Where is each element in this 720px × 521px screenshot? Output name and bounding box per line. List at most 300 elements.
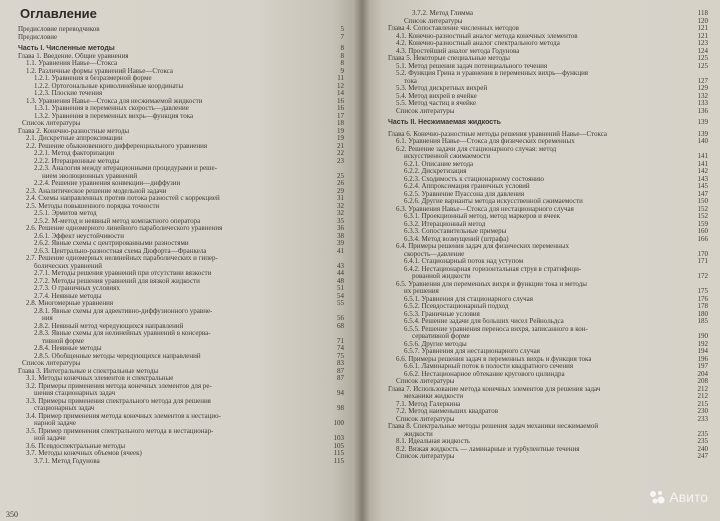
toc-entry: [18, 300, 344, 308]
toc-entry-page: 115: [333, 456, 344, 465]
toc-entry: [18, 353, 344, 361]
toc-entry-title: 7.2. Метод наименьших квадратов: [396, 408, 499, 415]
toc-entry-title: 2.8.4. Неявные методы: [34, 345, 102, 352]
toc-entry: [18, 128, 344, 136]
toc-entry-page: 132: [697, 91, 708, 100]
avito-logo-icon: [649, 489, 665, 505]
toc-entry-page: 139: [697, 129, 708, 138]
book-gutter: [354, 0, 370, 521]
toc-entry-title: 6.5.5. Решение уравнения переноса вихря, записанного в кон-: [404, 325, 588, 333]
toc-entry-title: 2.6.3. Центрально-разностная схема Дюфорта—Франкела: [34, 247, 207, 255]
toc-entry-page: 16: [337, 104, 344, 112]
toc-entry-title: 6.5.6. Другие методы: [404, 340, 467, 348]
toc-entry: [18, 315, 344, 323]
toc-entry: [388, 70, 708, 78]
toc-entry-page: 14: [337, 89, 344, 97]
toc-entry: [388, 333, 708, 341]
toc-entry: [18, 195, 344, 203]
toc-entry-page: 197: [697, 362, 708, 370]
toc-entry: [18, 75, 344, 83]
toc-entry-page: 175: [697, 287, 708, 295]
toc-entry-page: 23: [337, 156, 344, 165]
toc-entry-page: 44: [337, 269, 344, 277]
toc-entry-page: 190: [697, 332, 708, 340]
toc-entry: [388, 221, 708, 229]
toc-entry-title: Часть I. Численные методы: [18, 45, 115, 52]
toc-entry: [388, 55, 708, 63]
toc-entry-page: 54: [337, 291, 344, 300]
toc-entry: [388, 341, 708, 349]
toc-entry-title: 4.3. Простейший аналог метода Годунова: [396, 47, 520, 55]
toc-entry: [388, 206, 708, 214]
toc-entry: [18, 428, 344, 436]
toc-entry-title: 2.2.4. Решение уравнения конвекции—диффузии: [34, 180, 181, 187]
toc-entry-title: их решения: [404, 288, 439, 295]
toc-entry-page: 159: [697, 219, 708, 228]
toc-entry-page: 71: [337, 336, 344, 345]
toc-entry: [388, 183, 708, 191]
toc-entry-title: 2.5. Методы повышенного порядка точности: [26, 202, 160, 210]
toc-entry: [18, 26, 344, 34]
toc-left: [18, 26, 344, 465]
toc-entry-title: 6.2.4. Аппроксимация граничных условий: [404, 183, 530, 190]
toc-entry-page: 247: [697, 452, 708, 460]
toc-entry-title: жидкости: [404, 430, 433, 438]
toc-entry-page: 26: [337, 179, 344, 187]
toc-entry-title: тивной форме: [42, 337, 84, 345]
toc-entry-page: 124: [697, 46, 708, 55]
toc-entry-page: 41: [337, 246, 344, 255]
toc-entry-title: 6.5.3. Граничные условия: [404, 310, 480, 318]
toc-entry: [388, 348, 708, 356]
page-title: Оглавление: [20, 6, 97, 21]
toc-entry-page: 12: [337, 81, 344, 90]
toc-entry-page: 127: [697, 76, 708, 85]
toc-entry-page: 68: [337, 321, 344, 330]
toc-entry-page: 8: [340, 51, 344, 60]
toc-entry-page: 121: [697, 31, 708, 40]
toc-entry-page: 152: [697, 204, 708, 213]
toc-entry: [18, 308, 344, 316]
toc-entry-page: 125: [697, 54, 708, 62]
toc-entry-title: стационарных задач: [34, 405, 95, 412]
toc-entry: [388, 48, 708, 56]
toc-entry-page: 145: [697, 182, 708, 190]
toc-entry-page: 123: [697, 39, 708, 47]
toc-entry-title: 6.4.2. Нестационарная горизонтальная струя в стратифици-: [404, 265, 582, 273]
toc-entry: [388, 85, 708, 93]
toc-entry-title: Глава 4. Сопоставление численных методов: [388, 25, 519, 32]
toc-entry: [388, 431, 708, 439]
toc-entry-title: 6.6.2. Нестационарное обтекание кругового цилиндра: [404, 370, 565, 378]
toc-entry-page: 38: [337, 231, 344, 240]
toc-entry-title: Глава 3. Интегральные и спектральные методы: [18, 367, 159, 375]
toc-entry-title: 2.8.3. Явные схемы для нелинейных уравнений в консерва-: [34, 330, 211, 337]
toc-entry-title: 2.2.2. Итерационные методы: [34, 157, 120, 165]
toc-entry-title: скорость—давление: [404, 250, 465, 258]
toc-entry-title: 6.3.3. Сопоставительные примеры: [404, 228, 507, 235]
toc-entry-title: Список литературы: [396, 453, 455, 460]
toc-entry-title: ной задаче: [34, 435, 66, 442]
toc-entry-page: 178: [697, 302, 708, 310]
toc-entry-title: Список литературы: [396, 107, 455, 115]
toc-entry: [388, 251, 708, 259]
toc-entry-title: 6.6. Примеры решения задач в переменных вихрь и функция тока: [396, 355, 592, 363]
toc-entry: [18, 105, 344, 113]
toc-entry: [18, 383, 344, 391]
right-page: [362, 0, 720, 521]
toc-entry: [388, 63, 708, 71]
toc-entry: [18, 345, 344, 353]
toc-entry: [18, 443, 344, 451]
toc-entry: [388, 258, 708, 266]
toc-entry: [18, 34, 344, 42]
toc-entry: [18, 398, 344, 406]
toc-entry-page: 215: [697, 399, 708, 408]
toc-entry-title: 6.4.1. Стационарный поток над уступом: [404, 258, 524, 265]
toc-entry-page: 120: [697, 16, 708, 25]
toc-entry-page: 35: [337, 216, 344, 225]
toc-entry-title: 3.7. Методы конечных объемов (ячеек): [26, 450, 142, 457]
toc-entry: [388, 168, 708, 176]
toc-entry: [18, 83, 344, 91]
toc-entry-title: Глава 2. Конечно-разностные методы: [18, 127, 130, 135]
toc-entry-title: Список литературы: [404, 17, 463, 25]
toc-entry: [18, 98, 344, 106]
toc-entry-page: 7: [340, 32, 344, 41]
toc-entry-title: 2.8.2. Неявный метод чередующихся направлений: [34, 322, 184, 330]
toc-entry: [388, 228, 708, 236]
toc-entry: [388, 296, 708, 304]
toc-entry: [388, 191, 708, 199]
toc-entry-page: 43: [337, 261, 344, 270]
toc-entry: [388, 40, 708, 48]
toc-entry-page: 25: [337, 171, 344, 180]
toc-entry-title: 2.2.1. Метод факторизации: [34, 150, 115, 157]
toc-entry-title: нием эволюционных уравнений: [42, 172, 138, 180]
toc-entry-page: 94: [337, 389, 344, 397]
toc-entry-title: 6.3.4. Метод возмущений (штрафа): [404, 235, 509, 243]
toc-entry-page: 180: [697, 309, 708, 318]
toc-entry: [388, 326, 708, 334]
toc-entry-page: 31: [337, 194, 344, 202]
toc-entry: [18, 240, 344, 248]
toc-entry-page: 75: [337, 351, 344, 360]
toc-entry-title: 5.5. Метод частиц в ячейке: [396, 100, 477, 107]
toc-entry-page: 87: [337, 374, 344, 382]
toc-entry-page: 105: [333, 441, 344, 450]
toc-entry: [18, 360, 344, 368]
toc-entry: [18, 368, 344, 376]
toc-entry: [388, 266, 708, 274]
toc-entry-title: 1.3. Уравнения Навье—Стокса для несжимаемой жидкости: [26, 97, 203, 105]
toc-entry-page: 166: [697, 234, 708, 243]
toc-entry-page: 133: [697, 99, 708, 107]
toc-entry-page: 8: [340, 59, 344, 67]
toc-entry: [18, 173, 344, 181]
toc-entry: [388, 446, 708, 454]
toc-entry-title: 1.2.1. Уравнения в безразмерной форме: [34, 75, 152, 82]
toc-entry-page: 129: [697, 84, 708, 92]
toc-entry: [18, 165, 344, 173]
toc-entry-page: 212: [697, 392, 708, 400]
toc-entry-title: Список литературы: [396, 415, 455, 423]
toc-entry-title: 2.2. Решение обыкновенного дифференциального уравнения: [26, 142, 208, 150]
toc-entry-title: 2.2.3. Аналогия между итерационными процедурами и реше-: [34, 165, 217, 172]
toc-entry: [18, 338, 344, 346]
toc-entry-page: 121: [697, 24, 708, 32]
toc-entry-title: Предисловие: [18, 33, 58, 41]
toc-entry-page: 21: [337, 141, 344, 150]
toc-entry-title: 3.7.1. Метод Годунова: [34, 457, 100, 465]
toc-entry: [18, 278, 344, 286]
toc-entry-page: 139: [697, 118, 708, 126]
toc-entry: [388, 318, 708, 326]
toc-entry: [388, 393, 708, 401]
toc-entry-title: 6.2. Решение задачи для стационарного случая: метод: [396, 145, 557, 153]
toc-entry-title: 6.2.5. Уравнение Пуассона для давления: [404, 190, 525, 198]
toc-entry: [388, 281, 708, 289]
toc-entry: [388, 146, 708, 154]
toc-entry-page: 125: [697, 61, 708, 70]
toc-entry-title: 6.5.2. Псевдостационарный подход: [404, 303, 509, 310]
toc-part-heading: [18, 45, 344, 53]
toc-entry-title: 7.1. Метод Галеркина: [396, 400, 461, 408]
toc-entry-page: 18: [337, 119, 344, 127]
toc-entry-title: 6.4. Примеры решения задач для физических переменных: [396, 243, 569, 250]
toc-entry: [18, 135, 344, 143]
toc-entry-title: 2.4. Схемы направленных против потока разностей с коррекцией: [26, 195, 220, 202]
toc-entry: [18, 60, 344, 68]
toc-entry: [388, 78, 708, 86]
toc-entry-title: Глава 5. Некоторые специальные методы: [388, 55, 511, 62]
toc-entry-page: 39: [337, 239, 344, 247]
toc-entry-title: 2.8.1. Явные схемы для адвективно-диффузионного уравне-: [34, 307, 213, 315]
toc-entry-title: Глава 8. Спектральные методы решения задач механики несжимаемой: [388, 423, 599, 430]
toc-entry-title: ния: [42, 315, 53, 322]
toc-entry-page: 141: [697, 159, 708, 168]
toc-entry: [18, 180, 344, 188]
toc-entry-page: 8: [340, 44, 344, 52]
toc-entry-page: 240: [697, 444, 708, 453]
toc-entry-page: 118: [697, 9, 708, 17]
toc-entry-title: 1.3.1. Уравнения в переменных скорость—давление: [34, 105, 189, 112]
toc-entry: [388, 25, 708, 33]
toc-entry-page: 235: [697, 429, 708, 438]
toc-entry-title: искусственной сжимаемости: [404, 153, 491, 160]
toc-entry-title: сервативной форме: [412, 333, 470, 340]
toc-entry: [388, 273, 708, 281]
toc-entry: [18, 413, 344, 421]
toc-entry-page: 142: [697, 167, 708, 175]
toc-entry: [18, 420, 344, 428]
toc-entry-title: Предисловие переводчиков: [18, 26, 100, 33]
toc-entry-title: 3.4. Пример применения метода конечных элементов к нестацио-: [26, 412, 221, 420]
toc-entry: [18, 210, 344, 218]
toc-entry-page: 160: [697, 227, 708, 235]
toc-entry-title: 6.3. Уравнения Навье—Стокса для нестационарного случая: [396, 205, 574, 213]
toc-entry-title: 8.1. Идеальная жидкость: [396, 438, 470, 445]
toc-entry-page: 16: [337, 96, 344, 105]
toc-entry-page: 147: [697, 189, 708, 198]
toc-entry: [18, 150, 344, 158]
watermark: [649, 489, 708, 505]
toc-entry-title: 6.2.2. Дискретизация: [404, 168, 467, 175]
toc-entry-title: 3.3. Примеры применения спектрального метода для решения: [26, 397, 211, 405]
toc-entry: [18, 143, 344, 151]
toc-entry-title: 6.5.7. Уравнения для нестационарного случая: [404, 348, 540, 355]
toc-entry-page: 5: [340, 25, 344, 33]
toc-entry: [18, 158, 344, 166]
toc-entry-page: 233: [697, 414, 708, 423]
toc-entry: [18, 263, 344, 271]
toc-entry-page: 19: [337, 126, 344, 135]
toc-entry: [388, 243, 708, 251]
toc-entry: [388, 176, 708, 184]
toc-entry-page: 136: [697, 106, 708, 115]
page-number: 350: [6, 510, 18, 519]
toc-entry-title: 5.2. Функция Грина и уравнения в переменных вихрь—функция: [396, 70, 589, 77]
toc-entry: [18, 113, 344, 121]
toc-entry: [388, 153, 708, 161]
toc-entry-page: 32: [337, 201, 344, 210]
toc-entry: [18, 270, 344, 278]
toc-entry: [18, 218, 344, 226]
toc-entry-page: 11: [337, 74, 344, 82]
toc-entry: [388, 401, 708, 409]
toc-entry-title: 6.3.2. Итерационный метод: [404, 220, 486, 228]
toc-entry: [388, 93, 708, 101]
toc-entry: [388, 371, 708, 379]
toc-entry-title: Глава 6. Конечно-разностные методы решения уравнений Навье—Стокса: [388, 130, 608, 138]
toc-entry-page: 150: [697, 197, 708, 205]
toc-entry: [18, 90, 344, 98]
watermark-text: Авито: [669, 489, 708, 505]
toc-entry-title: Список литературы: [22, 120, 81, 127]
toc-entry: [388, 131, 708, 139]
toc-entry-title: 6.2.3. Сходимость к стационарному состоянию: [404, 175, 545, 183]
toc-entry: [388, 423, 708, 431]
toc-entry: [388, 288, 708, 296]
toc-entry: [18, 225, 344, 233]
toc-entry: [388, 10, 708, 18]
toc-entry: [388, 356, 708, 364]
toc-entry-page: 32: [337, 209, 344, 217]
toc-entry-page: 98: [337, 404, 344, 412]
toc-entry-title: 6.2.6. Другие варианты метода искусственной сжимаемости: [404, 198, 583, 205]
toc-entry-title: 2.3. Аналитическое решение модельной задачи: [26, 187, 167, 195]
toc-entry-page: 170: [697, 249, 708, 258]
toc-entry-page: 9: [340, 66, 344, 75]
toc-entry: [388, 363, 708, 371]
toc-entry: [388, 161, 708, 169]
toc-entry: [388, 386, 708, 394]
toc-entry-title: 1.3.2. Уравнения в переменных вихрь—функция тока: [34, 112, 194, 120]
toc-entry-title: 2.7.3. О граничных условиях: [34, 285, 120, 292]
toc-entry-page: 194: [697, 347, 708, 355]
toc-entry: [18, 120, 344, 128]
toc-entry-page: 152: [697, 212, 708, 220]
toc-entry: [18, 450, 344, 458]
toc-entry-title: 3.7.2. Метод Глимма: [412, 10, 473, 17]
toc-entry-page: 51: [337, 284, 344, 292]
toc-entry-title: 2.8. Многомерные уравнения: [26, 300, 114, 307]
toc-entry-title: 4.2. Конечно-разностный аналог спектрального метода: [396, 40, 560, 47]
toc-entry-page: 56: [337, 314, 344, 322]
toc-entry-page: 140: [697, 137, 708, 145]
toc-entry-page: 103: [333, 434, 344, 442]
toc-entry: [18, 405, 344, 413]
toc-entry: [388, 378, 708, 386]
toc-entry-title: 2.7.4. Неявные методы: [34, 292, 102, 300]
toc-entry: [18, 248, 344, 256]
toc-entry-title: 8.2. Вязкая жидкость — ламинарные и турбулентные течения: [396, 445, 580, 453]
toc-entry-page: 55: [337, 299, 344, 307]
toc-entry-page: 192: [697, 339, 708, 348]
toc-entry-title: 2.7.2. Методы решения уравнений для вязкой жидкости: [34, 277, 200, 285]
toc-entry-title: 2.7.1. Методы решения уравнений при отсутствии вязкости: [34, 270, 212, 277]
toc-entry-title: 2.6.2. Явные схемы с центрированными разностями: [34, 240, 189, 247]
toc-entry-title: 1.1. Уравнения Навье—Стокса: [26, 60, 118, 67]
toc-entry: [18, 375, 344, 383]
toc-entry-title: 5.4. Метод вихрей в ячейке: [396, 92, 477, 100]
toc-entry: [388, 453, 708, 461]
toc-entry-title: 1.2. Различные формы уравнений Навье—Стокса: [26, 67, 173, 75]
toc-entry-title: 2.5.1. Эрмитов метод: [34, 210, 97, 217]
toc-entry: [388, 108, 708, 116]
toc-entry: [388, 311, 708, 319]
toc-entry-title: 2.1. Дискретные аппроксимации: [26, 135, 123, 142]
toc-entry-page: 36: [337, 224, 344, 232]
toc-entry-page: 87: [337, 366, 344, 375]
toc-entry: [388, 236, 708, 244]
toc-entry-title: 5.3. Метод дискретных вихрей: [396, 85, 488, 92]
toc-entry-title: 1.2.3. Плоские течения: [34, 90, 103, 97]
toc-entry-page: 196: [697, 354, 708, 363]
toc-entry: [388, 100, 708, 108]
toc-right: [388, 10, 708, 461]
toc-entry: [18, 68, 344, 76]
toc-entry-title: 1.2.2. Ортогональные криволинейные координаты: [34, 82, 184, 90]
toc-entry: [18, 323, 344, 331]
toc-entry-title: механики жидкости: [404, 393, 464, 400]
toc-entry: [18, 203, 344, 211]
toc-entry-page: 19: [337, 134, 344, 142]
toc-entry-title: 6.5.1. Уравнения для стационарного случая: [404, 295, 533, 303]
toc-entry-page: 235: [697, 437, 708, 445]
toc-entry: [18, 330, 344, 338]
toc-entry: [388, 303, 708, 311]
toc-entry-title: 4.1. Конечно-разностный аналог метода конечных элементов: [396, 32, 578, 40]
toc-entry-page: 143: [697, 174, 708, 183]
toc-entry: [388, 198, 708, 206]
toc-entry: [388, 213, 708, 221]
toc-entry: [388, 408, 708, 416]
toc-entry: [388, 138, 708, 146]
toc-entry-title: Список литературы: [22, 360, 81, 367]
toc-entry-page: 17: [337, 111, 344, 120]
toc-entry-title: 3.5. Пример применения спектрального метода в нестационар-: [26, 427, 214, 435]
toc-entry: [388, 438, 708, 446]
toc-entry-title: 2.5.2. М-метод и неявный метод компактного оператора: [34, 217, 201, 225]
toc-entry: [18, 53, 344, 61]
toc-entry-title: 2.6. Решение одномерного линейного параболического уравнения: [26, 225, 223, 232]
toc-entry-page: 185: [697, 317, 708, 325]
toc-entry-page: 22: [337, 149, 344, 157]
toc-entry-title: 6.2.1. Описание метода: [404, 160, 474, 168]
toc-entry-title: 6.5.4. Решение задачи для больших чисел Рейнольдса: [404, 318, 564, 325]
toc-entry: [18, 233, 344, 241]
